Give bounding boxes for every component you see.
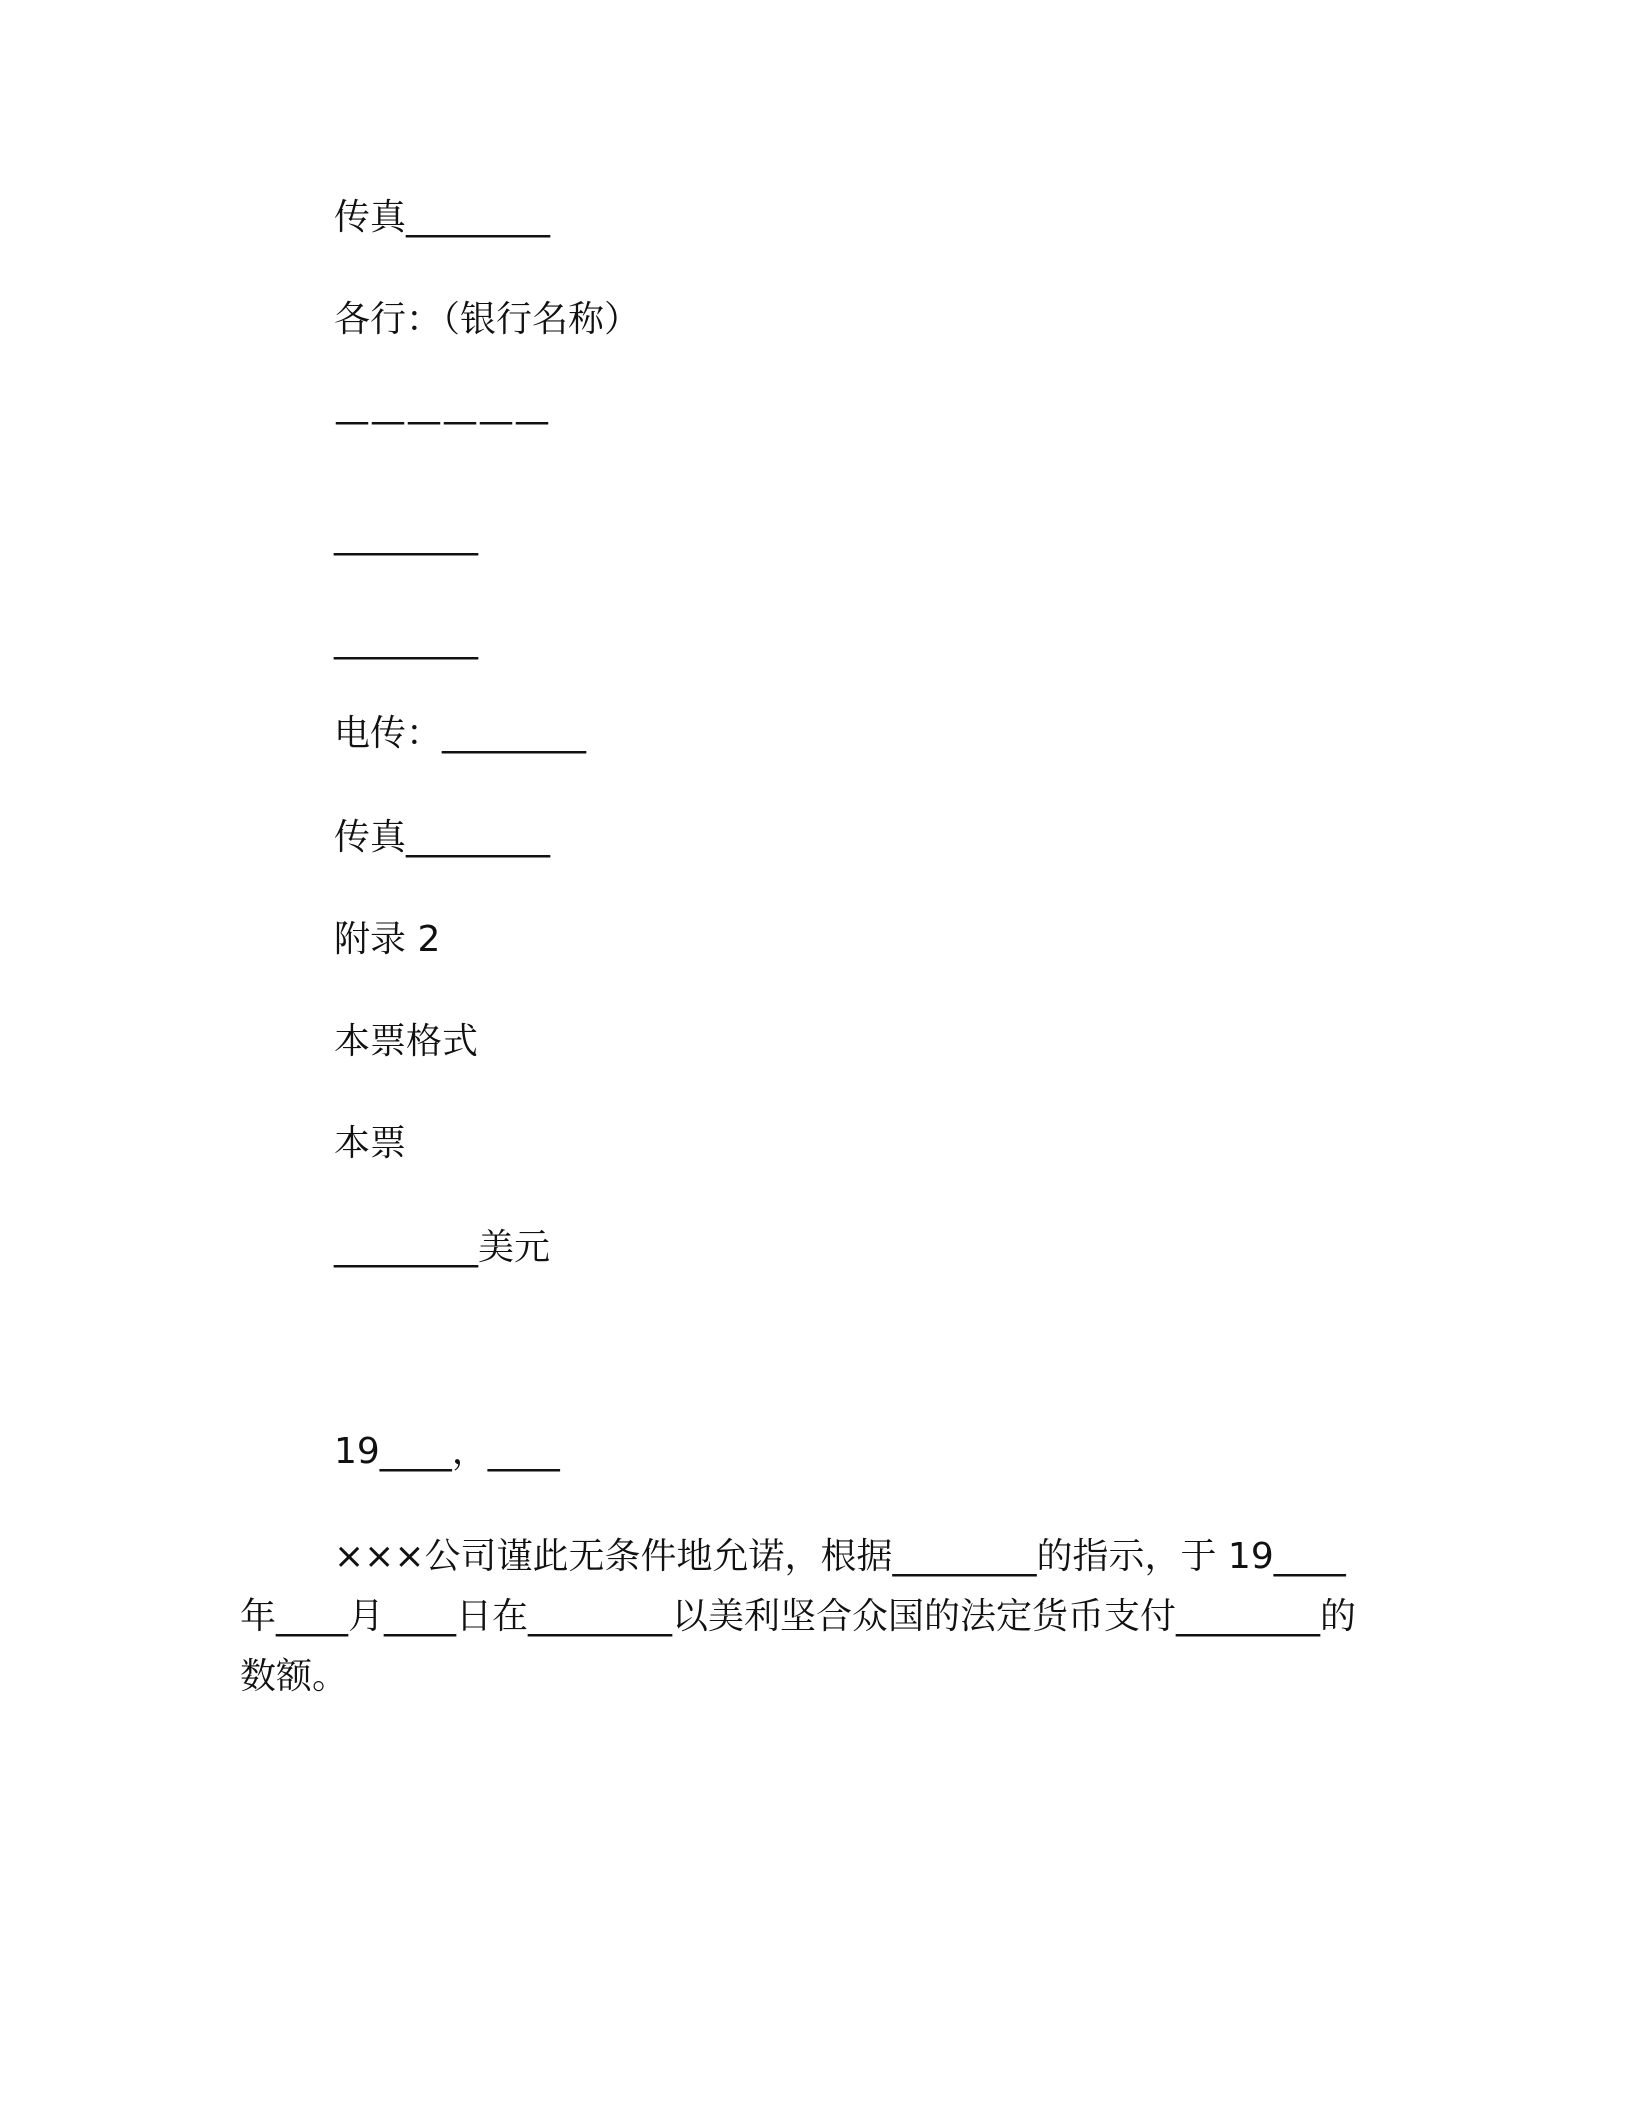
amount-usd-line: ________美元 (334, 1227, 551, 1268)
promise-paragraph: ×××公司谨此无条件地允诺，根据________的指示，于 19____年____月____日在________以美利坚合众国的法定货币支付________的数额。 (240, 1536, 1357, 1697)
telex-line: 电传：________ (334, 713, 587, 754)
blank-line-1: ________ (334, 515, 478, 556)
fax-line-2: 传真________ (334, 817, 551, 858)
blank-line-2: ________ (334, 619, 478, 660)
fax-line-1: 传真________ (334, 197, 551, 238)
appendix-heading: 附录 2 (334, 919, 441, 960)
note-format-heading: 本票格式 (334, 1021, 479, 1062)
bank-name-line: 各行：（银行名称） (334, 299, 641, 340)
dash-separator: —————— (334, 401, 550, 442)
note-title: 本票 (334, 1123, 407, 1164)
date-line: 19____，____ (334, 1431, 560, 1472)
